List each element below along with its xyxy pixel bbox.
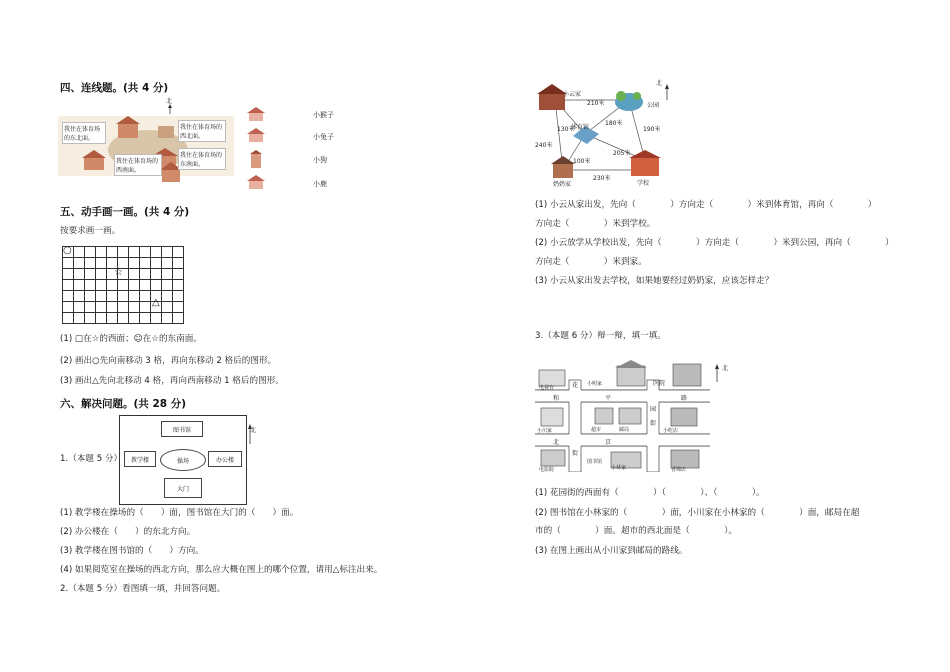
supermarket-label: 超市 xyxy=(591,427,602,433)
section4-title: 四、连线题。(共 4 分) xyxy=(60,82,169,94)
grid-cell[interactable] xyxy=(162,269,173,280)
hospital-label: 医院 xyxy=(653,380,666,387)
dist-grandma-school: 230米 xyxy=(593,175,611,182)
grid-cell[interactable] xyxy=(74,313,85,324)
school-map xyxy=(119,415,247,505)
bubble-3: 我住在体育场的西南面。 xyxy=(114,154,162,176)
drawing-grid[interactable] xyxy=(62,246,184,324)
grid-cell[interactable] xyxy=(173,313,184,324)
grid-cell[interactable] xyxy=(173,269,184,280)
cinema-label: 电影院 xyxy=(539,467,555,473)
map3-q1: (1) 花园街的西面有（ ）（ ）、（ ）。 xyxy=(535,488,765,498)
star-symbol: ☆ xyxy=(114,267,123,278)
grid-cell[interactable] xyxy=(162,258,173,269)
street-char-yuan: 园 xyxy=(650,406,657,413)
grid-cell[interactable] xyxy=(96,302,107,313)
playground-oval: 操场 xyxy=(160,449,206,471)
grid-cell[interactable] xyxy=(118,280,129,291)
grid-cell[interactable] xyxy=(63,291,74,302)
map3-q3: (3) 在图上画出从小川家到邮局的路线。 xyxy=(535,546,688,556)
street-char-ping: 平 xyxy=(605,395,612,402)
street-char-jing: 京 xyxy=(605,439,612,446)
grid-cell[interactable] xyxy=(162,280,173,291)
grid-cell[interactable] xyxy=(118,291,129,302)
grid-cell[interactable] xyxy=(74,258,85,269)
grid-cell[interactable] xyxy=(74,302,85,313)
grid-cell[interactable] xyxy=(107,247,118,258)
street-char-bei: 北 xyxy=(553,439,560,446)
snack-shop-label: 小吃店 xyxy=(663,428,679,434)
sec5-q1: (1) □在☆的西面；☺在☆的东南面。 xyxy=(60,334,202,344)
grid-cell[interactable] xyxy=(173,280,184,291)
grid-cell[interactable] xyxy=(85,247,96,258)
grid-cell[interactable] xyxy=(151,258,162,269)
grid-cell[interactable] xyxy=(85,291,96,302)
north-label: 北 xyxy=(656,80,663,87)
route-map xyxy=(533,82,683,188)
grid-cell[interactable] xyxy=(129,258,140,269)
grid-cell[interactable] xyxy=(162,247,173,258)
grid-cell[interactable] xyxy=(96,269,107,280)
street-char-hua: 花 xyxy=(572,382,579,389)
park-label: 公园 xyxy=(647,102,660,109)
map3-q2-line2: 市的（ ）面。超市的西北面是（ ）。 xyxy=(535,526,737,536)
grid-cell[interactable] xyxy=(63,313,74,324)
north-arrow-icon xyxy=(713,364,721,385)
chuan-home-label: 小川家 xyxy=(537,428,553,434)
house-icon xyxy=(247,107,265,124)
grid-cell[interactable] xyxy=(96,291,107,302)
circle-symbol: ○ xyxy=(63,245,72,256)
gate-box: 大门 xyxy=(164,478,202,498)
map2-q1-line2: 方向走（ ）米到学校。 xyxy=(535,219,656,229)
grid-cell[interactable] xyxy=(129,302,140,313)
tower-house-icon xyxy=(250,150,262,171)
north-label: 北 xyxy=(722,365,729,372)
tea-shop-label: 香锦店 xyxy=(671,467,687,473)
section5-instruction: 按要求画一画。 xyxy=(60,226,121,236)
grid-cell[interactable] xyxy=(140,258,151,269)
bubble-4: 我住在体育场的东南面。 xyxy=(178,148,226,170)
animal-dog: 小狗 xyxy=(313,156,327,164)
bubble-1: 我住在体育场的东北面。 xyxy=(62,122,106,144)
street-char-jie2: 街 xyxy=(572,450,579,457)
school-label: 学校 xyxy=(637,180,650,187)
grid-cell[interactable] xyxy=(151,247,162,258)
grid-cell[interactable] xyxy=(85,258,96,269)
north-label: 北 xyxy=(166,98,173,105)
grid-cell[interactable] xyxy=(74,247,85,258)
grid-cell[interactable] xyxy=(118,247,129,258)
map2-q2-line2: 方向走（ ）米到家。 xyxy=(535,257,647,267)
grid-cell[interactable] xyxy=(151,269,162,280)
street-map-drawing xyxy=(535,360,710,472)
grid-cell[interactable] xyxy=(74,269,85,280)
tv-station-label: 电视台 xyxy=(539,385,555,391)
dist-home-park: 210米 xyxy=(587,100,605,107)
grid-cell[interactable] xyxy=(140,302,151,313)
dist-home-grandma: 240米 xyxy=(535,142,553,149)
street-char-lu: 路 xyxy=(681,395,688,402)
grid-cell[interactable] xyxy=(173,291,184,302)
grid-cell[interactable] xyxy=(107,302,118,313)
grid-cell[interactable] xyxy=(151,280,162,291)
dist-gym-school: 205米 xyxy=(613,150,631,157)
dist-gym-park: 180米 xyxy=(605,120,623,127)
home-label: 小云家 xyxy=(563,91,582,98)
grid-cell[interactable] xyxy=(151,313,162,324)
grid-cell[interactable] xyxy=(129,269,140,280)
grid-cell[interactable] xyxy=(107,313,118,324)
street-char-jie: 街 xyxy=(650,420,657,427)
dist-gym-grandma: 100米 xyxy=(573,158,591,165)
house-icon xyxy=(247,175,265,192)
grid-cell[interactable] xyxy=(85,269,96,280)
sec5-q2: (2) 画出○先向南移动 3 格，再向东移动 2 格后的图形。 xyxy=(60,356,277,366)
grid-cell[interactable] xyxy=(85,313,96,324)
grid-cell[interactable] xyxy=(140,291,151,302)
grid-cell[interactable] xyxy=(96,258,107,269)
library-box: 图书馆 xyxy=(161,421,203,437)
grid-cell[interactable] xyxy=(162,313,173,324)
street-char-he: 和 xyxy=(553,395,560,402)
teaching-building-box: 教学楼 xyxy=(124,451,156,467)
ming-home-label: 小明家 xyxy=(587,381,603,387)
bubble-2: 我住在体育场的西北面。 xyxy=(178,120,226,142)
grid-cell[interactable] xyxy=(173,247,184,258)
p1-q1: (1) 教学楼在操场的（ ）面，图书馆在大门的（ ）面。 xyxy=(60,508,299,518)
grid-cell[interactable] xyxy=(107,291,118,302)
matching-picture xyxy=(58,98,234,188)
grid-cell[interactable] xyxy=(140,313,151,324)
grid-cell[interactable] xyxy=(173,258,184,269)
grid-cell[interactable] xyxy=(140,247,151,258)
map2-q3: (3) 小云从家出发去学校，如果她要经过奶奶家，应该怎样走？ xyxy=(535,276,774,286)
library-label: 图书馆 xyxy=(587,459,603,465)
grid-cell[interactable] xyxy=(96,280,107,291)
map2-q1-line1: (1) 小云从家出发，先向（ ）方向走（ ）米到体育馆，再向（ ） xyxy=(535,200,877,210)
problem3-label: 3.（本题 6 分）辩一辩，填一填。 xyxy=(535,331,666,341)
house-icon xyxy=(247,128,265,145)
grid-cell[interactable] xyxy=(118,302,129,313)
grid-cell[interactable] xyxy=(162,302,173,313)
grid-cell[interactable] xyxy=(63,269,74,280)
dist-home-gym: 130米 xyxy=(557,126,575,133)
office-building-box: 办公楼 xyxy=(208,451,242,467)
p1-q2: (2) 办公楼在（ ）的东北方向。 xyxy=(60,527,196,537)
animal-rabbit: 小兔子 xyxy=(313,133,334,141)
grid-cell[interactable] xyxy=(162,291,173,302)
grid-cell[interactable] xyxy=(63,258,74,269)
grid-cell[interactable] xyxy=(107,280,118,291)
post-office-label: 邮局 xyxy=(619,427,630,433)
map3-q2-line1: (2) 图书馆在小林家的（ ）面，小川家在小林家的（ ）面，邮局在超 xyxy=(535,508,860,518)
grid-cell[interactable] xyxy=(74,280,85,291)
grid-cell[interactable] xyxy=(63,280,74,291)
north-arrow-icon xyxy=(663,84,671,103)
triangle-symbol: △ xyxy=(152,297,160,308)
grid-cell[interactable] xyxy=(173,302,184,313)
grid-cell[interactable] xyxy=(85,302,96,313)
problem1-label: 1.（本题 5 分） xyxy=(60,454,123,464)
grid-cell[interactable] xyxy=(118,313,129,324)
problem2-label: 2.（本题 5 分）看图填一填，并回答问题。 xyxy=(60,584,226,594)
grid-cell[interactable] xyxy=(129,291,140,302)
grid-cell[interactable] xyxy=(63,302,74,313)
grid-cell[interactable] xyxy=(96,247,107,258)
grid-cell[interactable] xyxy=(129,247,140,258)
animal-monkey: 小猴子 xyxy=(313,111,334,119)
grid-cell[interactable] xyxy=(140,269,151,280)
p1-q4: (4) 如果阅览室在操场的西北方向，那么应大概在图上的哪个位置，请用△标注出来。 xyxy=(60,565,383,575)
grid-cell[interactable] xyxy=(129,280,140,291)
dist-park-school: 190米 xyxy=(643,126,661,133)
grid-cell[interactable] xyxy=(96,313,107,324)
animal-deer: 小鹿 xyxy=(313,180,327,188)
map2-q2-line1: (2) 小云放学从学校出发，先向（ ）方向走（ ）米到公园，再向（ ） xyxy=(535,238,894,248)
grid-cell[interactable] xyxy=(129,313,140,324)
grandma-label: 奶奶家 xyxy=(553,181,572,188)
grid-cell[interactable] xyxy=(85,280,96,291)
grid-cell[interactable] xyxy=(74,291,85,302)
grid-cell[interactable] xyxy=(140,280,151,291)
lin-home-label: 小林家 xyxy=(611,465,627,471)
p1-q3: (3) 教学楼在图书馆的（ ）方向。 xyxy=(60,546,204,556)
section6-title: 六、解决问题。(共 28 分) xyxy=(60,398,187,410)
gym-label: 体育馆 xyxy=(571,124,590,131)
sec5-q3: (3) 画出△先向北移动 4 格，再向西南移动 1 格后的图形。 xyxy=(60,376,284,386)
section5-title: 五、动手画一画。(共 4 分) xyxy=(60,206,190,218)
north-label: 北 xyxy=(250,427,257,434)
street-map xyxy=(535,360,710,472)
